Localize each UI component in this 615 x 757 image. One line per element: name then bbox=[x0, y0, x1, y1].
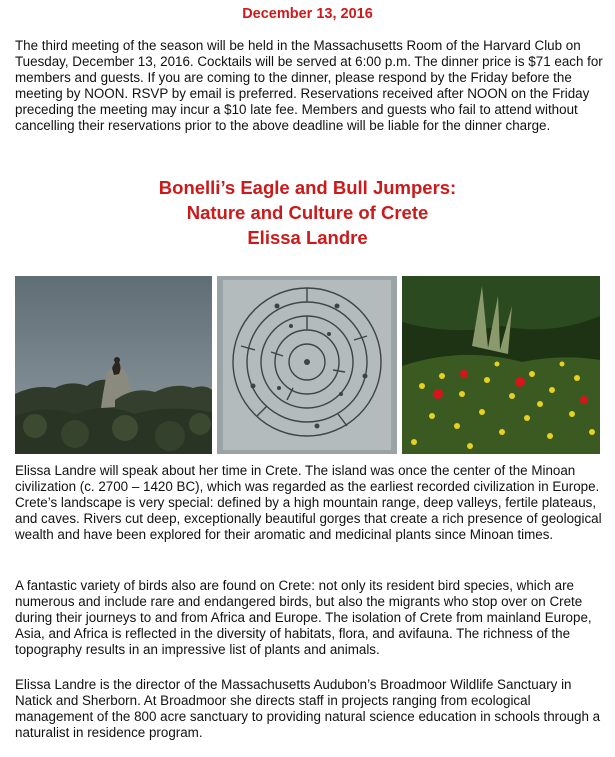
talk-title-line-2: Nature and Culture of Crete bbox=[186, 202, 429, 223]
body-paragraph-crete: Elissa Landre will speak about her time in Crete. The island was once the center of the Minoan civilization (c. 2700 – 1420 BC), which was regarded as the earliest recorded civilization in Europe. Crete’s landscape is very special: defined by a high mountain range, deep valleys, fertile plateaus, and caves. Rivers cut deep, exceptionally beautiful gorges that create a rich presence of geological wealth and have been explored for their aromatic and medicinal plants since Minoan times. bbox=[15, 463, 602, 543]
talk-title-block bbox=[0, 175, 615, 250]
eagle-photo bbox=[15, 276, 212, 454]
body-paragraph-birds: A fantastic variety of birds also are found on Crete: not only its resident bird species, which are numerous and include rare and endangered birds, but also the migrants who stop over on Crete during their journeys to and from Africa and Europe. The isolation of Crete from mainland Europe, Asia, and Africa is reflected in the diversity of habitats, flora, and avifauna. The richness of the topography results in an impressive list of plants and animals. bbox=[15, 578, 592, 658]
meeting-details-paragraph: The third meeting of the season will be held in the Massachusetts Room of the Harvard Club on Tuesday, December 13, 2016. Cocktails will be served at 6:00 p.m. The dinner price is $71 each for members and guests. If you are coming to the dinner, please respond by the Friday before the meeting by NOON. RSVP by email is preferred. Reservations received after NOON on the Friday preceding the meeting may incur a $10 late fee. Members and guests who fail to attend without cancelling their reservations prior to the above deadline will be liable for the dinner charge. bbox=[15, 38, 603, 134]
meeting-date: December 13, 2016 bbox=[242, 6, 373, 22]
body-paragraph-speaker-bio: Elissa Landre is the director of the Massachusetts Audubon’s Broadmoor Wildlife Sanctuary in Natick and Sherborn. At Broadmoor she directs staff in projects ranging from ecological management of the 800 acre sanctuary to providing natural science education in schools through a naturalist in residence program. bbox=[15, 677, 601, 741]
phaistos-disc-photo bbox=[217, 276, 397, 454]
wildflower-meadow-photo bbox=[402, 276, 600, 454]
speaker-name: Elissa Landre bbox=[247, 227, 368, 248]
talk-title-line-1: Bonelli’s Eagle and Bull Jumpers: bbox=[158, 177, 457, 198]
